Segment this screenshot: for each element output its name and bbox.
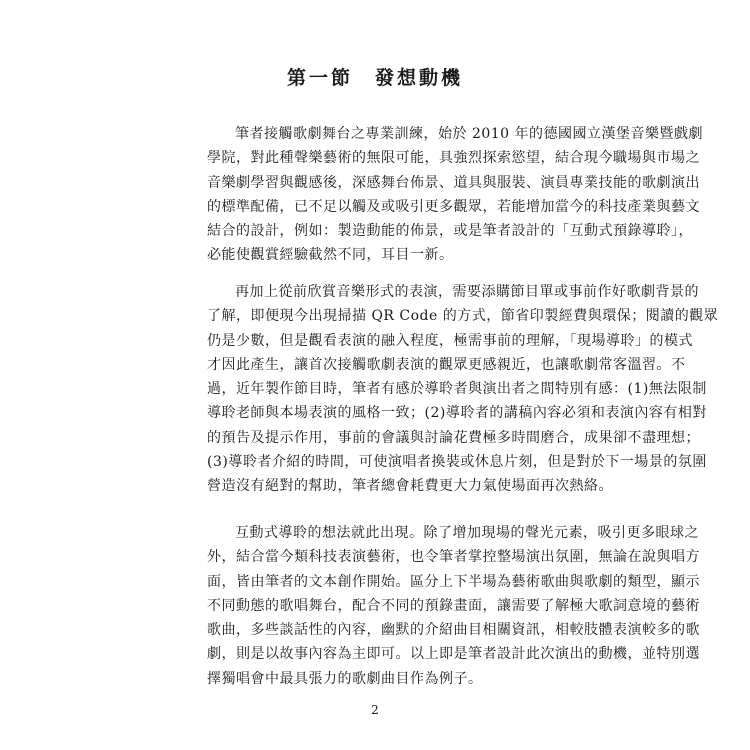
paragraph-interactive-guide: [207, 521, 700, 691]
paragraph-line: 導聆老師與本場表演的風格一致；(2)導聆者的講稿內容必須和表演內容有相對: [207, 405, 707, 422]
paragraph-line: 才因此產生，讓首次接觸歌劇表演的觀眾更感親近，也讓歌劇常客溫習。不: [207, 356, 686, 373]
page-number: 2: [371, 703, 379, 717]
paragraph-line: 的預告及提示作用，事前的會議與討論花費極多時間磨合，成果卻不盡理想；: [207, 429, 700, 446]
section-title: 第一節 發想動機: [286, 67, 463, 89]
paragraph-line: 了解，即便現今出現掃描 QR Code 的方式，節省印製經費與環保；閱讀的觀眾: [207, 308, 719, 325]
paragraph-line: 營造沒有絕對的幫助，筆者總會耗費更大力氣使場面再次熱絡。: [207, 478, 613, 495]
paragraph-line: 面，皆由筆者的文本創作開始。區分上下半場為藝術歌曲與歌劇的類型，顯示: [207, 573, 700, 590]
paragraph-line: 筆者接觸歌劇舞台之專業訓練，始於 2010 年的德國國立漢堡音樂暨戲劇: [235, 126, 704, 142]
paragraph-line: 擇獨唱會中最具張力的歌劇曲目作為例子。: [207, 670, 483, 687]
paragraph-guided-listening: [207, 280, 719, 499]
paragraph-line: (3)導聆者介紹的時間，可使演唱者換裝或休息片刻，但是對於下一場景的氛圍: [207, 454, 707, 471]
paragraph-line: 外，結合當今類科技表演藝術，也令筆者掌控整場演出氛圍，無論在說與唱方: [207, 549, 700, 566]
paragraph-line: 學院，對此種聲樂藝術的無限可能，具強烈探索慾望，結合現今職場與市場之: [207, 150, 700, 167]
paragraph-line: 仍是少數，但是觀看表演的融入程度，極需事前的理解，「現場導聆」的模式: [207, 332, 693, 349]
paragraph-line: 不同動態的歌唱舞台，配合不同的預錄畫面，讓需要了解極大歌詞意境的藝術: [207, 597, 700, 614]
paragraph-line: 劇，則是以故事內容為主即可。以上即是筆者設計此次演出的動機，並特別選: [207, 646, 700, 663]
paragraph-line: 音樂劇學習與觀感後，深感舞台佈景、道具與服裝、演員專業技能的歌劇演出: [207, 174, 700, 191]
paragraph-line: 歌曲，多些談話性的內容，幽默的介紹曲目相關資訊，相較肢體表演較多的歌: [207, 622, 700, 639]
paragraph-line: 結合的設計，例如：製造動能的佈景，或是筆者設計的「互動式預錄導聆」，: [207, 223, 693, 240]
paragraph-line: 再加上從前欣賞音樂形式的表演，需要添購節目單或事前作好歌劇背景的: [235, 284, 699, 300]
paragraph-line: 互動式導聆的想法就此出現。除了增加現場的聲光元素，吸引更多眼球之: [235, 525, 699, 541]
paragraph-motivation-intro: [207, 122, 704, 268]
paragraph-line: 的標準配備，已不足以觸及或吸引更多觀眾，若能增加當今的科技產業與藝文: [207, 198, 700, 215]
paragraph-line: 必能使觀賞經驗截然不同，耳目一新。: [207, 247, 454, 264]
paragraph-line: 過，近年製作節目時，筆者有感於導聆者與演出者之間特別有感：(1)無法限制: [207, 381, 707, 398]
